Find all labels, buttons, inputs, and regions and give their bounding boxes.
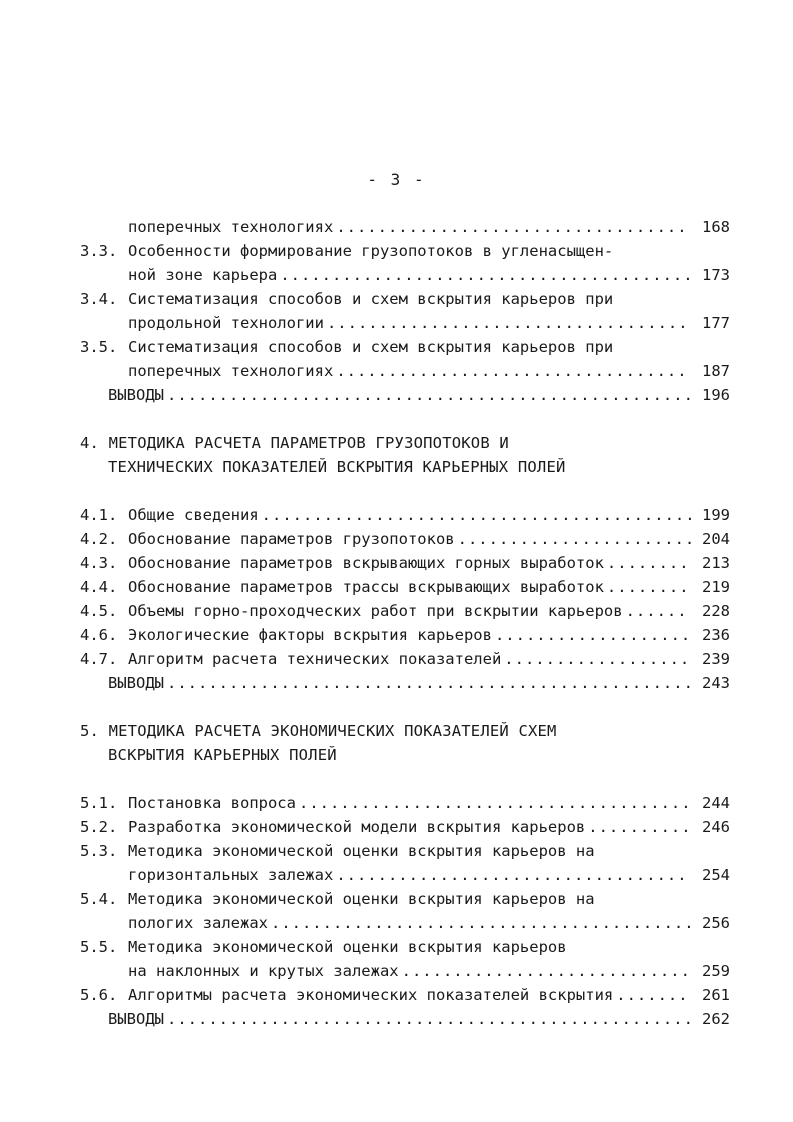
entry-number: 3.5.: [80, 338, 118, 356]
entry-title: Общие сведения: [128, 506, 259, 524]
entry-title: Разработка экономической модели вскрытия карьеров: [128, 818, 586, 836]
toc-entry-row: [128, 360, 730, 382]
entry-title: Систематизация способов и схем вскрытия карьеров при: [128, 290, 614, 308]
dot-leader: [271, 912, 691, 934]
entry-page: 243: [702, 674, 730, 692]
entry-title: ВЫВОДЫ: [108, 386, 164, 404]
dot-leader: [336, 360, 691, 382]
entry-number: 5.1.: [80, 794, 118, 812]
dot-leader: [327, 312, 691, 334]
entry-title: ВЫВОДЫ: [108, 1010, 164, 1028]
toc-entry-row: [128, 504, 730, 526]
entry-title: ной зоне карьера: [128, 266, 278, 284]
toc-entry-row: [128, 600, 730, 622]
dot-leader: [607, 552, 691, 574]
entry-title: пологих залежах: [128, 914, 268, 932]
dot-leader: [495, 624, 691, 646]
entry-title: поперечных технологиях: [128, 362, 334, 380]
entry-page: 177: [702, 314, 730, 332]
entry-title: Методика экономической оценки вскрытия карьеров на: [128, 890, 595, 908]
toc-entry-row: [128, 552, 730, 574]
entry-title: Особенности формирование грузопотоков в угленасыщен-: [128, 242, 614, 260]
entry-number: 3.4.: [80, 290, 118, 308]
entry-page: 239: [702, 650, 730, 668]
entry-title: Методика экономической оценки вскрытия карьеров на: [128, 842, 595, 860]
entry-page: 256: [702, 914, 730, 932]
entry-title: Алгоритм расчета технических показателей: [128, 650, 502, 668]
entry-number: 4.7.: [80, 650, 118, 668]
dot-leader: [336, 216, 691, 238]
dot-leader: [626, 600, 691, 622]
entry-title: на наклонных и крутых залежах: [128, 962, 399, 980]
toc-entry-row: [128, 648, 730, 670]
entry-title: Обоснование параметров вскрывающих горных выработок: [128, 554, 604, 572]
entry-title: продольной технологии: [128, 314, 324, 332]
entry-number: 5.4.: [80, 890, 118, 908]
toc-entry-row: [128, 816, 730, 838]
entry-page: 196: [702, 386, 730, 404]
entry-page: 219: [702, 578, 730, 596]
dot-leader: [402, 960, 691, 982]
toc-entry-row: [128, 984, 730, 1006]
entry-number: 5.3.: [80, 842, 118, 860]
entry-number: 4.1.: [80, 506, 118, 524]
entry-page: 204: [702, 530, 730, 548]
section-heading-line: 4. МЕТОДИКА РАСЧЕТА ПАРАМЕТРОВ ГРУЗОПОТОКОВ И: [80, 434, 509, 452]
entry-number: 3.3.: [80, 242, 118, 260]
entry-page: 187: [702, 362, 730, 380]
entry-number: 4.5.: [80, 602, 118, 620]
entry-page: 173: [702, 266, 730, 284]
toc-entry-row: [128, 624, 730, 646]
section-heading-line: ТЕХНИЧЕСКИХ ПОКАЗАТЕЛЕЙ ВСКРЫТИЯ КАРЬЕРНЫХ ПОЛЕЙ: [108, 458, 566, 476]
entry-page: 236: [702, 626, 730, 644]
entry-page: 244: [702, 794, 730, 812]
dot-leader: [167, 1008, 691, 1030]
entry-title: ВЫВОДЫ: [108, 674, 164, 692]
entry-number: 4.3.: [80, 554, 118, 572]
dot-leader: [458, 528, 691, 550]
section-heading-line: ВСКРЫТИЯ КАРЬЕРНЫХ ПОЛЕЙ: [108, 746, 337, 764]
entry-number: 4.4.: [80, 578, 118, 596]
entry-number: 5.5.: [80, 938, 118, 956]
section-heading-line: 5. МЕТОДИКА РАСЧЕТА ЭКОНОМИЧЕСКИХ ПОКАЗАТЕЛЕЙ СХЕМ: [80, 722, 557, 740]
toc-entry-row: [108, 672, 730, 694]
dot-leader: [167, 384, 691, 406]
entry-title: Экологические факторы вскрытия карьеров: [128, 626, 492, 644]
entry-page: 228: [702, 602, 730, 620]
toc-entry-row: [128, 216, 730, 238]
dot-leader: [607, 576, 691, 598]
toc-entry-row: [108, 384, 730, 406]
toc-entry-row: [128, 960, 730, 982]
toc-entry-row: [128, 864, 730, 886]
toc-entry-row: [128, 576, 730, 598]
dot-leader: [616, 984, 691, 1006]
toc-entry-row: [128, 912, 730, 934]
entry-page: 254: [702, 866, 730, 884]
toc-entry-row: [128, 528, 730, 550]
entry-page: 261: [702, 986, 730, 1004]
toc-entry-row: [128, 312, 730, 334]
toc-entry-row: [108, 1008, 730, 1030]
entry-title: Постановка вопроса: [128, 794, 296, 812]
entry-number: 4.6.: [80, 626, 118, 644]
entry-page: 262: [702, 1010, 730, 1028]
entry-page: 168: [702, 218, 730, 236]
entry-number: 5.6.: [80, 986, 118, 1004]
entry-title: Методика экономической оценки вскрытия карьеров: [128, 938, 567, 956]
dot-leader: [504, 648, 691, 670]
entry-page: 199: [702, 506, 730, 524]
entry-page: 213: [702, 554, 730, 572]
dot-leader: [299, 792, 691, 814]
dot-leader: [588, 816, 691, 838]
entry-number: 5.2.: [80, 818, 118, 836]
dot-leader: [262, 504, 691, 526]
entry-page: 246: [702, 818, 730, 836]
dot-leader: [336, 864, 691, 886]
entry-title: Обоснование параметров трассы вскрывающих выработок: [128, 578, 604, 596]
entry-number: 4.2.: [80, 530, 118, 548]
entry-title: Обоснование параметров грузопотоков: [128, 530, 455, 548]
entry-page: 259: [702, 962, 730, 980]
dot-leader: [167, 672, 691, 694]
toc-entry-row: [128, 264, 730, 286]
entry-title: Алгоритмы расчета экономических показателей вскрытия: [128, 986, 614, 1004]
entry-title: Систематизация способов и схем вскрытия карьеров при: [128, 338, 614, 356]
entry-title: поперечных технологиях: [128, 218, 334, 236]
toc-entry-row: [128, 792, 730, 814]
entry-title: Объемы горно-проходческих работ при вскрытии карьеров: [128, 602, 623, 620]
page-number: - 3 -: [367, 170, 426, 189]
entry-title: горизонтальных залежах: [128, 866, 334, 884]
dot-leader: [280, 264, 691, 286]
